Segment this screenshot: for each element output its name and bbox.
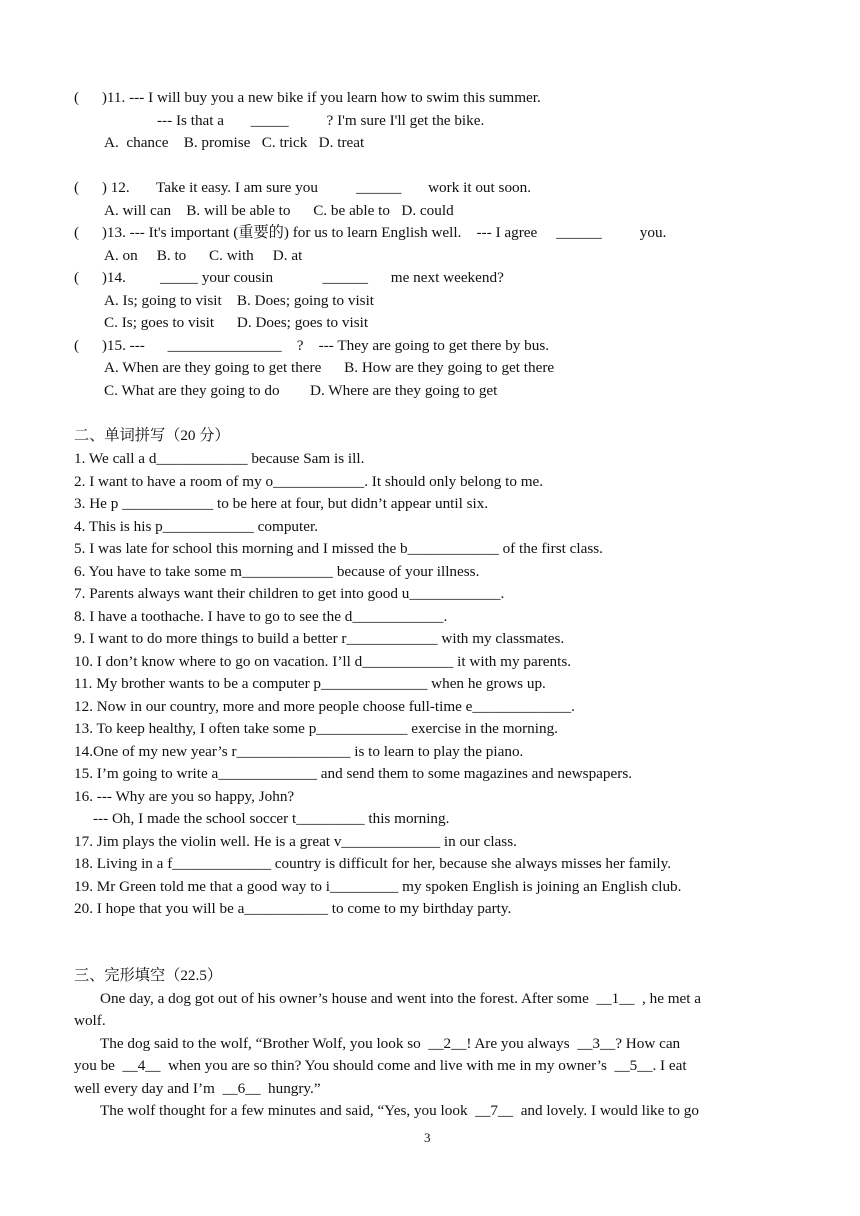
spelling-item: 3. He p ____________ to be here at four, but didn’t appear until six. [74,495,489,512]
spelling-item: 16. --- Why are you so happy, John? [74,788,295,805]
q13-options: A. on B. to C. with D. at [104,247,303,264]
q11-options: A. chance B. promise C. trick D. treat [104,134,365,151]
q14-options-2: C. Is; goes to visit D. Does; goes to visit [104,314,369,331]
spelling-item: 1. We call a d____________ because Sam is ill. [74,450,365,467]
spelling-item: 17. Jim plays the violin well. He is a great v_____________ in our class. [74,833,517,850]
spelling-item: 9. I want to do more things to build a better r____________ with my classmates. [74,630,565,647]
q15-options-1: A. When are they going to get there B. How are they going to get there [104,359,555,376]
cloze-p2-line1: The dog said to the wolf, “Brother Wolf, you look so __2__! Are you always __3__? How can [100,1035,681,1052]
spelling-item: 14.One of my new year’s r_______________ is to learn to play the piano. [74,743,524,760]
spelling-item: --- Oh, I made the school soccer t_________ this morning. [74,810,450,827]
cloze-p1-line1: One day, a dog got out of his owner’s house and went into the forest. After some __1__ , he met a [100,990,702,1007]
q12-stem: ( ) 12. Take it easy. I am sure you ______ work it out soon. [74,179,532,196]
cloze-p3-line1: The wolf thought for a few minutes and said, “Yes, you look __7__ and lovely. I would like to go [100,1102,699,1119]
spelling-item: 13. To keep healthy, I often take some p____________ exercise in the morning. [74,720,558,737]
q11-stem-2: --- Is that a _____ ? I'm sure I'll get the bike. [157,112,485,129]
cloze-p2-line3: well every day and I’m __6__ hungry.” [74,1080,321,1097]
page-number: 3 [424,1130,431,1145]
q14-options-1: A. Is; going to visit B. Does; going to visit [104,292,375,309]
q13-stem: ( )13. --- It's important (重要的) for us to learn English well. --- I agree ______ you. [74,224,667,241]
spelling-item: 5. I was late for school this morning and I missed the b____________ of the first class. [74,540,603,557]
spelling-item: 8. I have a toothache. I have to go to see the d____________. [74,608,448,625]
q12-options: A. will can B. will be able to C. be able to D. could [104,202,454,219]
q15-options-2: C. What are they going to do D. Where are they going to get [104,382,498,399]
q15-stem: ( )15. --- _______________ ? --- They are going to get there by bus. [74,337,550,354]
spelling-item: 6. You have to take some m____________ because of your illness. [74,563,480,580]
spelling-heading: 二、单词拼写（20 分） [74,427,230,444]
q14-stem: ( )14. _____ your cousin ______ me next weekend? [74,269,504,286]
q11-stem: ( )11. --- I will buy you a new bike if you learn how to swim this summer. [74,89,541,106]
spelling-item: 4. This is his p____________ computer. [74,518,318,535]
spelling-item: 19. Mr Green told me that a good way to i_________ my spoken English is joining an English club. [74,878,682,895]
spelling-item: 12. Now in our country, more and more people choose full-time e_____________. [74,698,575,715]
spelling-item: 18. Living in a f_____________ country is difficult for her, because she always misses her family. [74,855,672,872]
spelling-item: 7. Parents always want their children to get into good u____________. [74,585,505,602]
spelling-item: 15. I’m going to write a_____________ and send them to some magazines and newspapers. [74,765,633,782]
spelling-item: 20. I hope that you will be a___________ to come to my birthday party. [74,900,512,917]
spelling-item: 11. My brother wants to be a computer p______________ when he grows up. [74,675,546,692]
cloze-p2-line2: you be __4__ when you are so thin? You should come and live with me in my owner’s __5__. I eat [74,1057,687,1074]
cloze-heading: 三、完形填空（22.5） [74,967,223,984]
spelling-item: 10. I don’t know where to go on vacation. I’ll d____________ it with my parents. [74,653,572,670]
cloze-p1-line2: wolf. [74,1012,106,1029]
spelling-item: 2. I want to have a room of my o____________. It should only belong to me. [74,473,544,490]
